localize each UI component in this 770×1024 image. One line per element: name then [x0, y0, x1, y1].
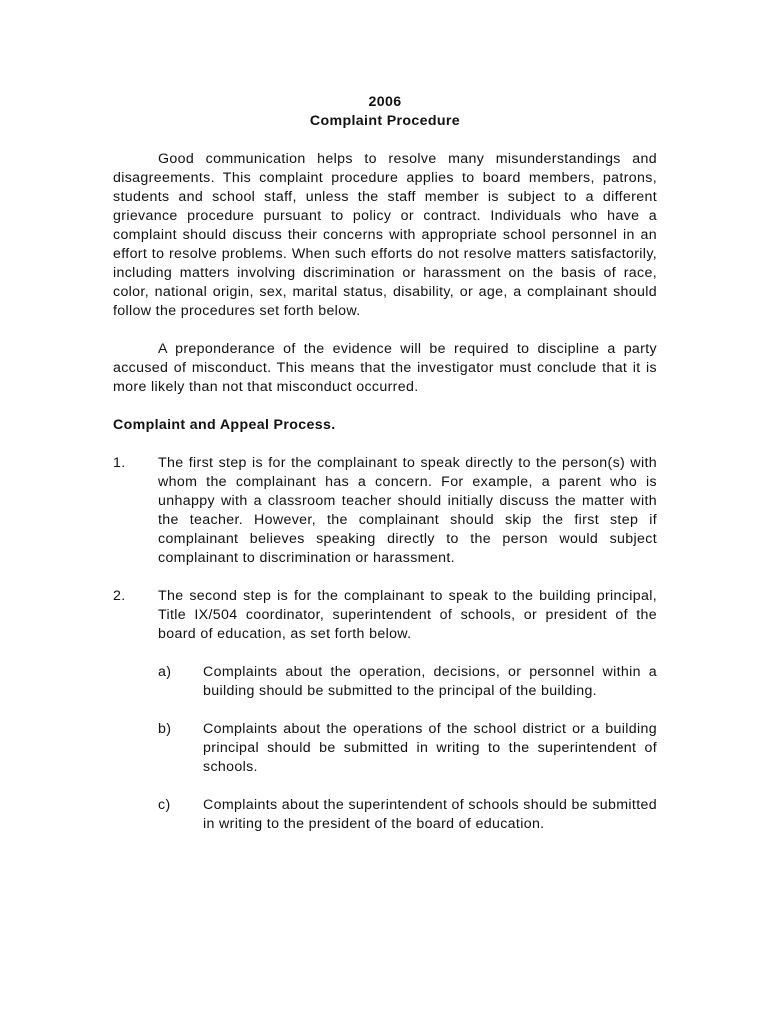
section-heading: Complaint and Appeal Process.: [113, 417, 336, 433]
sub-item-text: Complaints about the operation, decisions, or personnel within a building should be submitted to the principal of the building.: [203, 664, 657, 699]
step-number: 1.: [113, 455, 126, 471]
intro-paragraph-2: A preponderance of the evidence will be required to discipline a party accused of misconduct. This means that the investigator must conclude that it is more likely than not that misconduct occurred.: [113, 341, 657, 395]
sub-item-a: [158, 663, 657, 701]
sub-item-list: [158, 663, 657, 834]
step-text: The second step is for the complainant to speak to the building principal, Title IX/504 coordinator, superintendent of schools, or president of the board of education, as set forth below.: [158, 588, 657, 642]
document-title: Complaint Procedure: [309, 113, 461, 129]
sub-item-b: [158, 720, 657, 777]
sub-item-letter: b): [158, 721, 172, 737]
sub-item-letter: c): [158, 797, 171, 813]
intro-paragraph-1: Good communication helps to resolve many misunderstandings and disagreements. This complaint procedure applies to board members, patrons, students and school staff, unless the staff member is subject to a different grievance procedure pursuant to policy or contract. Individuals who have a complaint should discuss their concerns with appropriate school personnel in an effort to resolve problems. When such efforts do not resolve matters satisfactorily, including matters involving discrimination or harassment on the basis of race, color, national origin, sex, marital status, disability, or age, a complainant should follow the procedures set forth below.: [113, 151, 657, 319]
sub-item-c: [158, 796, 657, 834]
sub-item-text: Complaints about the superintendent of schools should be submitted in writing to the president of the board of education.: [203, 797, 657, 832]
step-item-2: [113, 587, 657, 644]
document-page: [113, 93, 657, 853]
document-year: 2006: [368, 94, 402, 110]
step-number: 2.: [113, 588, 126, 604]
step-item-1: [113, 454, 657, 568]
sub-item-letter: a): [158, 664, 172, 680]
sub-item-text: Complaints about the operations of the school district or a building principal should be submitted in writing to the superintendent of schools.: [203, 721, 657, 775]
step-text: The first step is for the complainant to speak directly to the person(s) with whom the complainant has a concern. For example, a parent who is unhappy with a classroom teacher should initially discuss the matter with the teacher. However, the complainant should skip the first step if complainant believes speaking directly to the person would subject complainant to discrimination or harassment.: [158, 455, 657, 566]
